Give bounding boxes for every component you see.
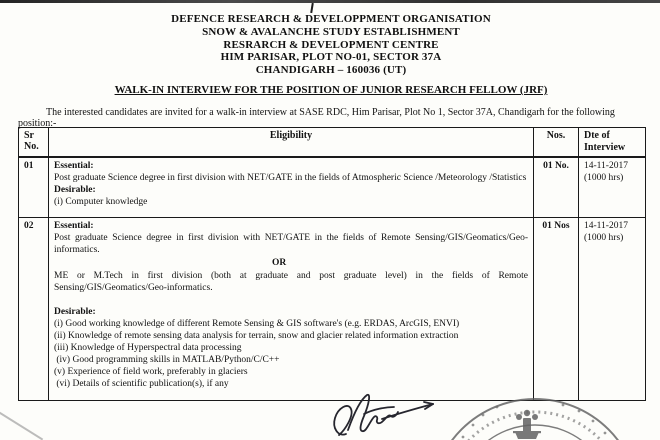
row1-nos: 01 No. xyxy=(534,157,579,217)
row2-desirable-label: Desirable: xyxy=(54,306,96,317)
row2-nos: 01 Nos xyxy=(534,217,579,400)
row2-date-cell xyxy=(579,217,646,400)
row1-sr-no: 01 xyxy=(19,157,49,217)
row1-desirable-item: (i) Computer knowledge xyxy=(54,197,148,207)
row1-time: (1000 hrs) xyxy=(584,173,624,183)
row1-essential-text: Post graduate Science degree in first division with NET/GATE in the fields of Atmospheric Science /Meteorology /Statistics xyxy=(54,173,527,183)
organisation-header xyxy=(0,13,660,77)
org-line-3: RESRARCH & DEVELOPMENT CENTRE xyxy=(223,38,439,51)
row1-date: 14-11-2017 xyxy=(584,161,628,171)
official-round-stamp xyxy=(423,391,660,440)
org-line-4: HIM PARISAR, PLOT NO-01, SECTOR 37A xyxy=(220,51,442,64)
org-line-5: CHANDIGARH – 160036 (UT) xyxy=(255,64,407,77)
row2-desirable-item: (vi) Details of scientific publication(s), if any xyxy=(54,378,229,389)
row2-eligibility-cell xyxy=(49,217,534,400)
col-header-sr: Sr No. xyxy=(19,128,49,158)
row2-desirable-item: (iii) Knowledge of Hyperspectral data processing xyxy=(54,342,242,353)
row1-desirable-label: Desirable: xyxy=(54,185,96,195)
col-header-eligibility: Eligibility xyxy=(49,128,534,158)
vacancy-table xyxy=(18,127,646,401)
table-header-row xyxy=(19,128,646,158)
row2-time: (1000 hrs) xyxy=(584,232,624,243)
intro-paragraph: The interested candidates are invited for a walk-in interview at SASE RDC, Him Parisar, Plot No 1, Sector 37A, Chandigarh for the following position:- xyxy=(18,107,615,129)
org-line-1: DEFENCE RESEARCH & DEVELOPPMENT ORGANISATION xyxy=(171,13,491,25)
row1-eligibility-cell xyxy=(49,157,534,217)
page-title: WALK-IN INTERVIEW FOR THE POSITION OF JUNIOR RESEARCH FELLOW (JRF) xyxy=(114,84,548,96)
org-line-2: SNOW & AVALANCHE STUDY ESTABLISHMENT xyxy=(202,25,460,38)
row2-desirable-item: (ii) Knowledge of remote sensing data analysis for terrain, snow and glacier related information extraction xyxy=(54,330,459,341)
row1-essential-label: Essential: xyxy=(54,161,94,171)
row2-sr-no: 02 xyxy=(19,217,49,400)
table-row xyxy=(19,217,646,400)
row2-desirable-item: (i) Good working knowledge of different Remote Sensing & GIS software's (e.g. ERDAS, ArcGIS, ENVI) xyxy=(54,318,460,329)
scan-crease-mark xyxy=(0,408,43,440)
scan-top-edge xyxy=(0,0,660,3)
row2-essential-label: Essential: xyxy=(54,220,94,231)
spacer xyxy=(54,294,528,306)
table-row xyxy=(19,157,646,217)
row2-or-label: OR xyxy=(272,257,287,268)
row2-desirable-item: (v) Experience of field work, preferably in glaciers xyxy=(54,366,248,377)
row1-date-cell xyxy=(579,157,646,217)
stray-pen-mark xyxy=(310,3,314,13)
row2-date: 14-11-2017 xyxy=(584,220,628,231)
row2-essential-alt-text: ME or M.Tech in first division (both at graduate and post graduate level) in the fields of Remote Sensing/GIS/Geomatics/Geo-informatics. xyxy=(54,270,528,293)
col-header-date: Dte of Interview xyxy=(579,128,646,158)
row2-desirable-item: (iv) Good programming skills in MATLAB/Python/C/C++ xyxy=(54,354,280,365)
row2-essential-text: Post graduate Science degree in first division with NET/GATE in the fields of Remote Sensing/GIS/Geomatics/Geo-informatics. xyxy=(54,232,528,255)
col-header-nos: Nos. xyxy=(534,128,579,158)
